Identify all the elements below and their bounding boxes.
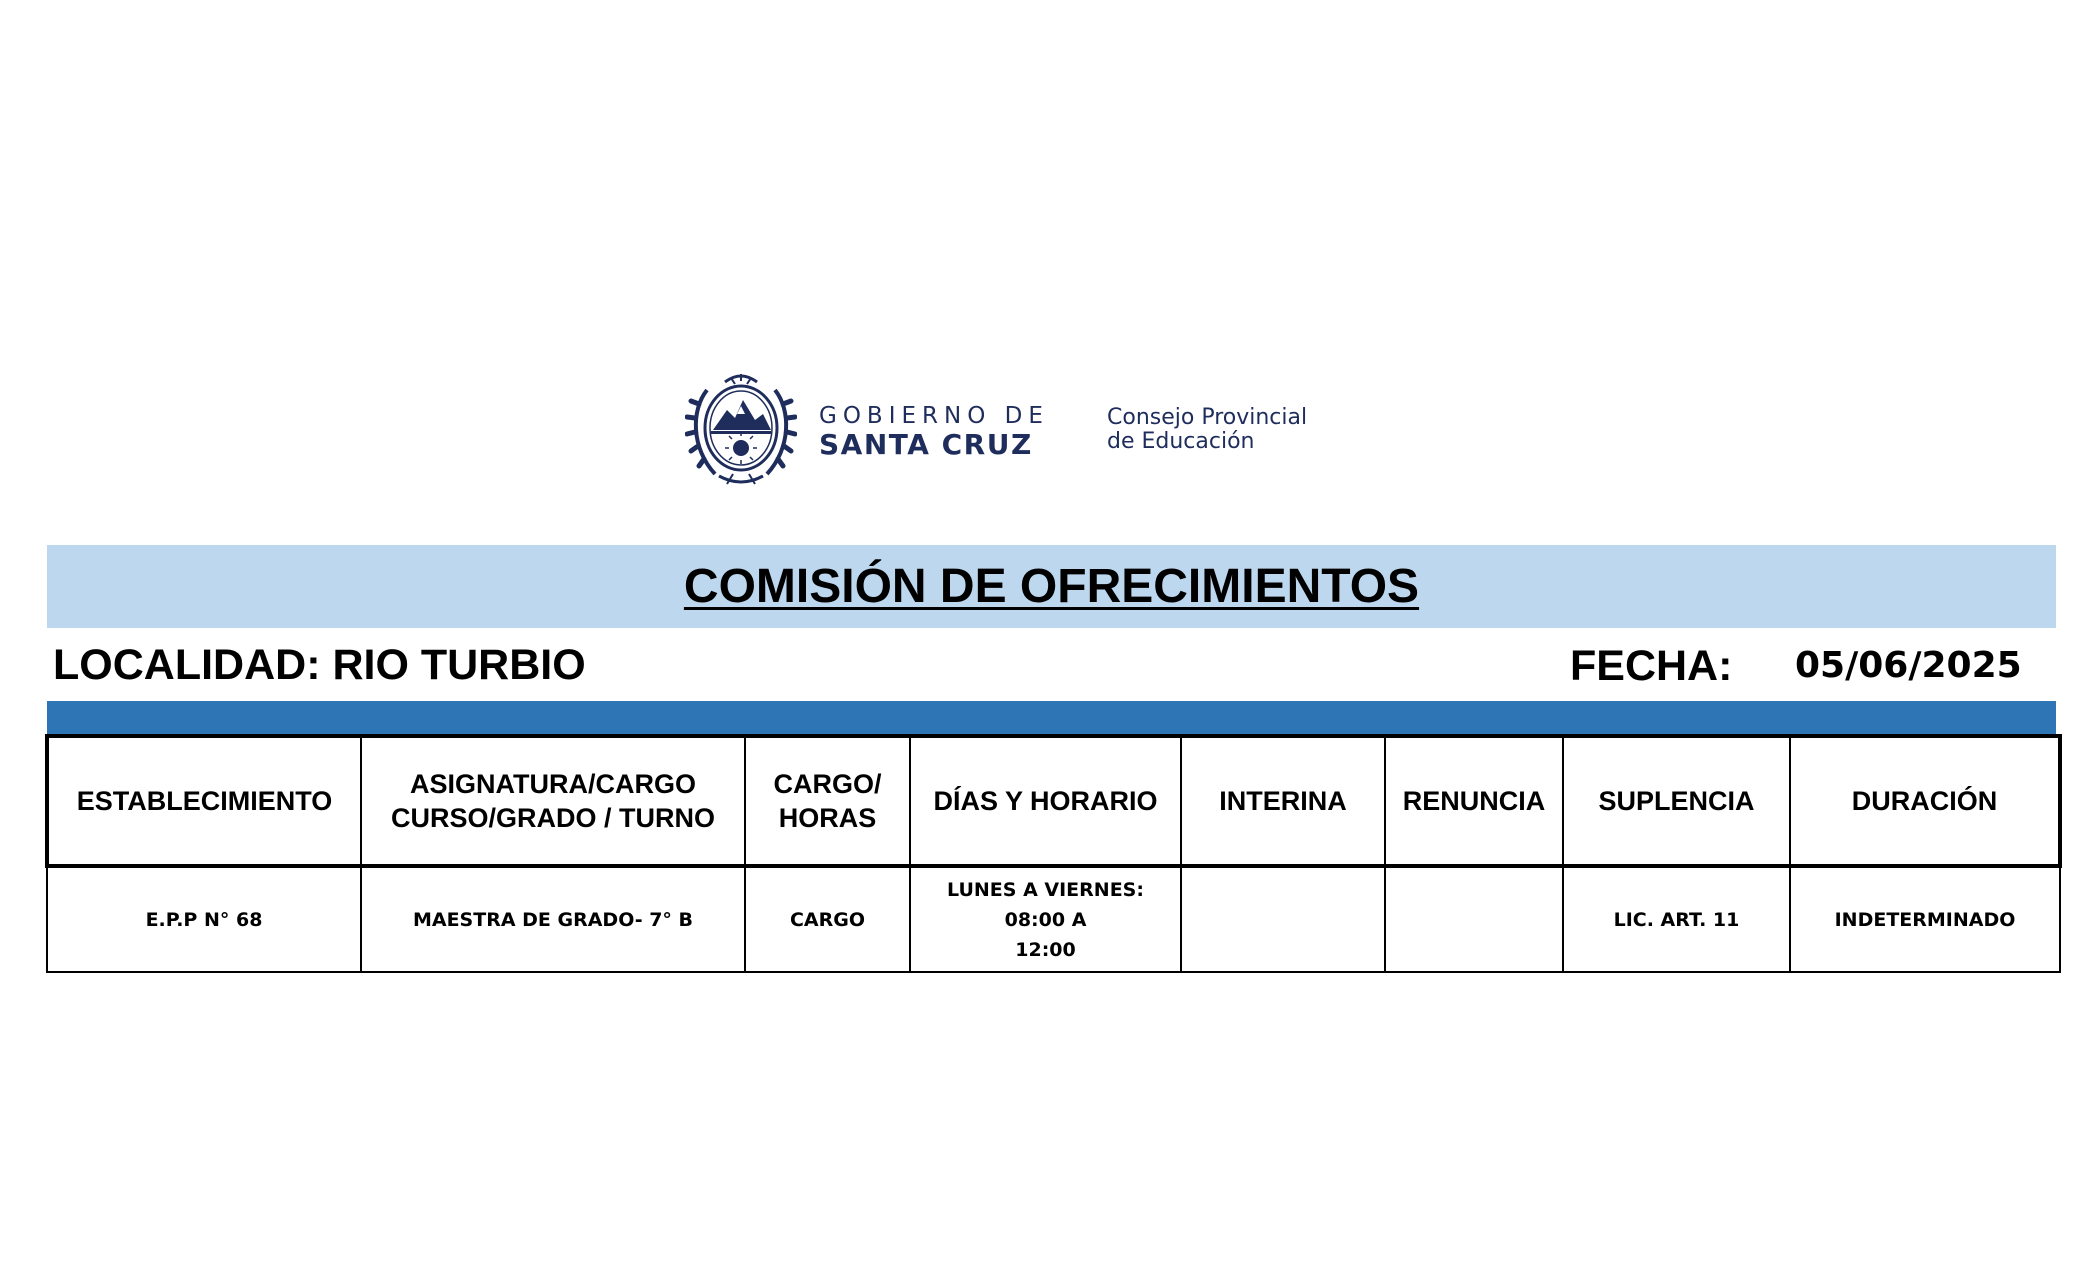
column-header-duracion: DURACIÓN [1790, 736, 2060, 866]
date-label: FECHA: [1570, 642, 1733, 690]
page-title: COMISIÓN DE OFRECIMIENTOS [683, 560, 1420, 613]
table-header-row [47, 736, 2060, 866]
column-header-suplencia: SUPLENCIA [1563, 736, 1790, 866]
column-header-establecimiento: ESTABLECIMIENTO [47, 736, 361, 866]
cell-interina [1181, 866, 1385, 972]
cell-dias-horario [910, 866, 1181, 972]
cell-cargo-horas: CARGO [745, 866, 910, 972]
cell-duracion: INDETERMINADO [1790, 866, 2060, 972]
council-line-1: Consejo Provincial [1107, 405, 1308, 430]
column-header-dias-horario: DÍAS Y HORARIO [910, 736, 1181, 866]
column-header-interina: INTERINA [1181, 736, 1385, 866]
cell-establecimiento: E.P.P N° 68 [47, 866, 361, 972]
government-wordmark [819, 403, 1049, 461]
title-band [47, 545, 2056, 628]
table-row [47, 866, 2060, 972]
cell-renuncia [1385, 866, 1563, 972]
province-label: SANTA CRUZ [819, 428, 1033, 461]
locality-label: LOCALIDAD: RIO TURBIO [53, 641, 586, 689]
cell-asignatura: MAESTRA DE GRADO- 7° B [361, 866, 745, 972]
offers-table [45, 734, 2062, 973]
column-header-asignatura: ASIGNATURA/CARGO CURSO/GRADO / TURNO [361, 736, 745, 866]
government-label: GOBIERNO DE [819, 403, 1049, 429]
column-header-renuncia: RENUNCIA [1385, 736, 1563, 866]
column-header-cargo-horas: CARGO/ HORAS [745, 736, 910, 866]
council-wordmark [1107, 406, 1307, 454]
council-line-2: de Educación [1107, 429, 1255, 454]
coat-of-arms-icon [685, 370, 797, 488]
date-value: 05/06/2025 [1795, 645, 2022, 686]
header-logo [685, 370, 1365, 488]
separator-bar [47, 701, 2056, 734]
dias-horario-line-1: LUNES A VIERNES: 08:00 A [947, 878, 1144, 931]
cell-suplencia: LIC. ART. 11 [1563, 866, 1790, 972]
dias-horario-line-2: 12:00 [1015, 938, 1076, 961]
